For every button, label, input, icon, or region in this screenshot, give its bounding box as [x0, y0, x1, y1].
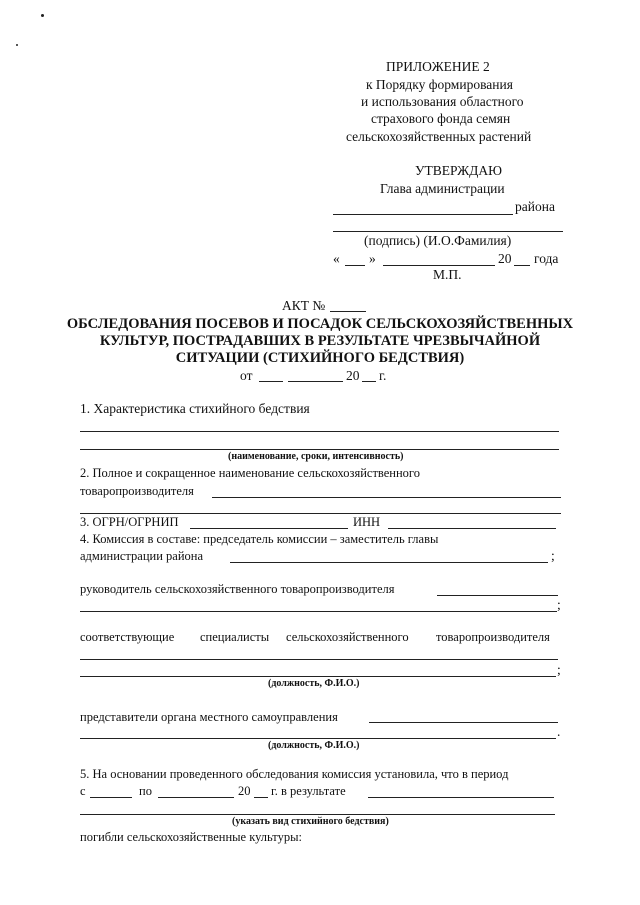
approval-head: Глава администрации: [380, 181, 505, 196]
section-5-result: г. в результате: [271, 784, 346, 798]
section-4-reps: представители органа местного самоуправления: [80, 710, 338, 724]
section-4-head-blank: [80, 611, 557, 612]
act-date-month-blank: [288, 381, 343, 382]
year-blank-line: [514, 265, 530, 266]
year-prefix: 20: [498, 251, 512, 266]
section-4-semicolon: ;: [557, 662, 561, 677]
section-1-hint: (наименование, сроки, интенсивность): [228, 451, 404, 462]
section-4-spec-word: товаропроизводителя: [436, 630, 550, 644]
year-suffix: года: [534, 251, 559, 266]
act-date-suffix: г.: [379, 368, 387, 383]
section-4-spec-blank: [80, 659, 558, 660]
section-5-line1: 5. На основании проведенного обследования комиссия установила, что в период: [80, 767, 509, 781]
appendix-line: и использования областного: [361, 94, 524, 109]
section-4-line2: администрации района: [80, 549, 204, 563]
section-2-blank: [80, 513, 561, 514]
section-4-hint: (должность, Ф.И.О.): [268, 740, 360, 751]
section-4-spec-word: специалисты: [200, 630, 270, 644]
stray-mark: [41, 14, 44, 17]
section-2-line1: 2. Полное и сокращенное наименование сельскохозяйственного: [80, 466, 420, 480]
section-5-year-blank: [254, 797, 268, 798]
section-4-line1: 4. Комиссия в составе: председатель комиссии – заместитель главы: [80, 532, 439, 546]
act-title-line: ОБСЛЕДОВАНИЯ ПОСЕВОВ И ПОСАДОК СЕЛЬСКОХОЗЯЙСТВЕННЫХ: [66, 316, 574, 332]
section-3-inn: ИНН: [353, 515, 381, 529]
seal-label: М.П.: [433, 267, 462, 282]
section-4-head: руководитель сельскохозяйственного товаропроизводителя: [80, 582, 395, 596]
day-blank-line: [345, 265, 365, 266]
section-4-reps-blank: [369, 722, 558, 723]
section-4-spec-word: сельскохозяйственного: [286, 630, 409, 644]
section-4-period: .: [557, 724, 561, 739]
section-2-blank: [212, 497, 561, 498]
act-title-line: КУЛЬТУР, ПОСТРАДАВШИХ В РЕЗУЛЬТАТЕ ЧРЕЗВЫЧАЙНОЙ: [99, 333, 541, 349]
ogrn-blank: [190, 528, 348, 529]
section-1-title: 1. Характеристика стихийного бедствия: [80, 401, 310, 416]
quote-close: »: [369, 251, 376, 266]
act-date-year: 20: [346, 368, 360, 383]
act-number-label: АКТ №: [282, 298, 326, 313]
district-blank-line: [333, 214, 513, 215]
section-1-line: [80, 431, 559, 432]
section-5-from-blank: [90, 797, 132, 798]
section-4-semicolon: ;: [557, 597, 561, 612]
section-4-hint: (должность, Ф.И.О.): [268, 678, 360, 689]
act-date-year-blank: [362, 381, 376, 382]
section-5-hint: (указать вид стихийного бедствия): [232, 816, 389, 827]
appendix-line: к Порядку формирования: [366, 77, 513, 92]
section-4-spec-blank: [80, 676, 556, 677]
inn-blank: [388, 528, 556, 529]
section-5-blank: [80, 814, 555, 815]
act-date-day-blank: [259, 381, 283, 382]
act-date-from: от: [240, 368, 253, 383]
section-4-head-blank: [437, 595, 558, 596]
section-4-reps-blank: [80, 738, 556, 739]
act-title-line: СИТУАЦИИ (СТИХИЙНОГО БЕДСТВИЯ): [175, 350, 465, 366]
act-number-blank: [330, 311, 366, 312]
section-5-result-blank: [368, 797, 554, 798]
section-5-to-blank: [158, 797, 234, 798]
section-5-year: 20: [238, 784, 251, 798]
appendix-line: сельскохозяйственных растений: [346, 129, 532, 144]
appendix-line: страхового фонда семян: [371, 111, 511, 126]
section-4-chair-blank: [230, 562, 548, 563]
section-4-semicolon: ;: [551, 548, 555, 563]
appendix-title: ПРИЛОЖЕНИЕ 2: [386, 59, 490, 74]
approve-heading: УТВЕРЖДАЮ: [415, 163, 503, 178]
section-4-spec-word: соответствующие: [80, 630, 175, 644]
section-5-from: с: [80, 784, 86, 798]
section-3-ogrn: 3. ОГРН/ОГРНИП: [80, 515, 179, 529]
approval-district: района: [515, 199, 555, 214]
signature-blank-line: [333, 231, 563, 232]
signature-hint: (подпись) (И.О.Фамилия): [364, 233, 512, 248]
section-5-to: по: [139, 784, 152, 798]
section-1-line: [80, 449, 559, 450]
section-5-line3: погибли сельскохозяйственные культуры:: [80, 830, 302, 844]
section-2-line2: товаропроизводителя: [80, 484, 194, 498]
stray-mark: [16, 44, 18, 46]
month-blank-line: [383, 265, 495, 266]
quote-open: «: [333, 251, 340, 266]
